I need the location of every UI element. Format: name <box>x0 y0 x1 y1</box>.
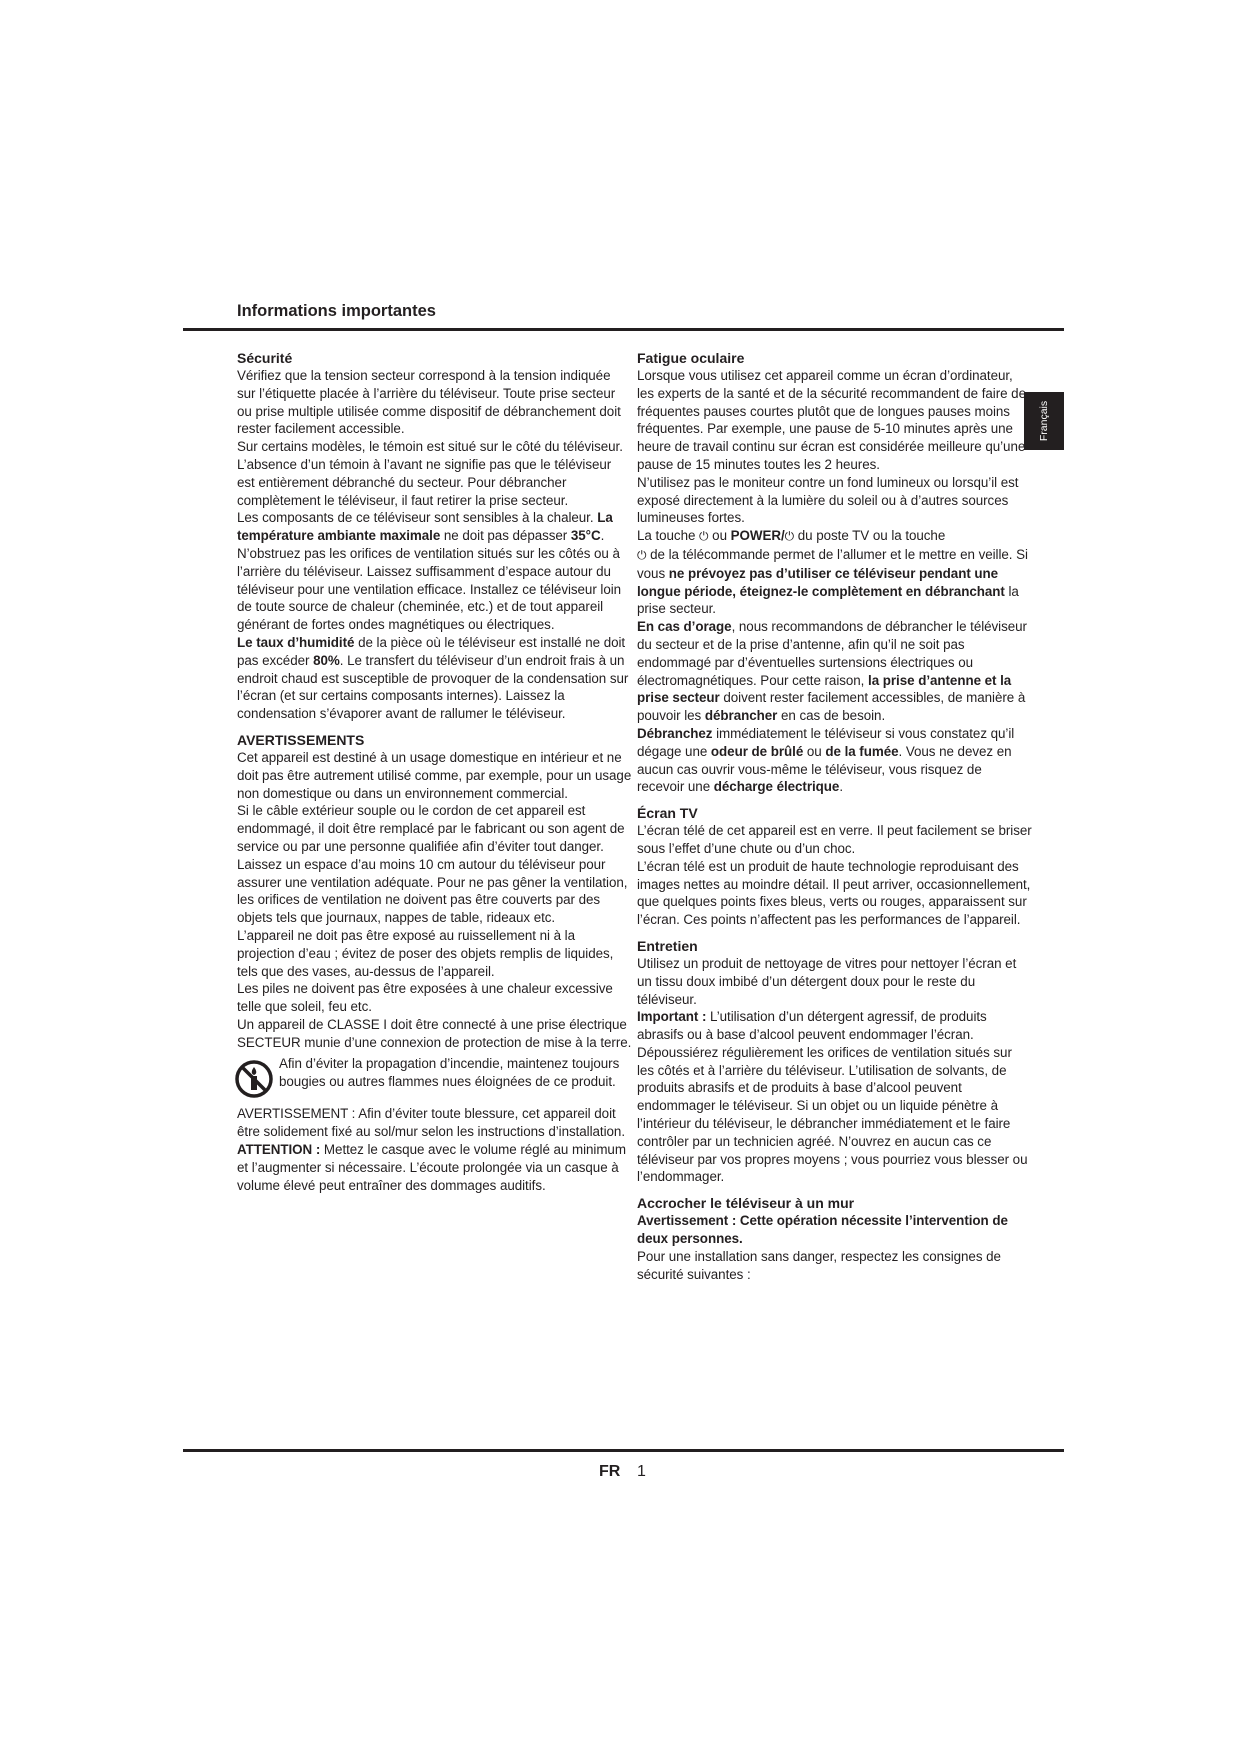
securite-paragraph-2: Sur certains modèles, le témoin est situé sur le côté du téléviseur. L’absence d’un témoin à l’avant ne signifie pas que le téléviseur est entièrement débranché du secteur. Pour débrancher complètement le téléviseur, il faut retirer la prise secteur. <box>237 439 623 508</box>
fatigue-paragraph-4: En cas d’orage, nous recommandons de débrancher le téléviseur du secteur et de la prise d’antenne, afin qu’il ne soit pas endommagé par d’éventuelles surtensions électriques ou électromagnétiques. Pour cette raison, la prise d’antenne et la prise secteur doivent rester facilement accessibles, de manière à pouvoir les débrancher en cas de besoin. <box>637 619 1027 724</box>
ecran-paragraph-1: L’écran télé de cet appareil est en verre. Il peut facilement se briser sous l’effet d’une chute ou d’un choc. <box>637 823 1032 856</box>
section-title-entretien: Entretien <box>637 937 698 954</box>
footer-divider <box>183 1449 1064 1452</box>
power-icon: ⏻ <box>699 529 709 544</box>
avertissements-paragraph-1: Cet appareil est destiné à un usage domestique en intérieur et ne doit pas être autrement utilisé comme, par exemple, pour un usage non domestique ou dans un environnement commercial. <box>237 749 632 801</box>
securite-paragraph-3: Les composants de ce téléviseur sont sensibles à la chaleur. La température ambiante maximale ne doit pas dépasser 35°C. N’obstruez pas les orifices de ventilation situés sur les côtés ou à l’arrière du téléviseur. Laissez suffisamment d’espace autour du téléviseur pour une ventilation efficace. Installez ce téléviseur loin de toute source de chaleur (cheminée, etc.) et de tout appareil générant de fortes ondes magnétiques ou électriques. <box>237 510 622 633</box>
avertissements-paragraph-3: Laissez un espace d’au moins 10 cm autour du téléviseur pour assurer une ventilation adéquate. Pour ne pas gêner la ventilation, les orifices de ventilation ne doivent pas être couverts par des objets tels que journaux, nappes de table, rideaux etc. <box>237 856 628 926</box>
section-title-securite: Sécurité <box>237 350 293 366</box>
power-icon: ⏻ <box>784 529 795 544</box>
entretien-paragraph-1: Utilisez un produit de nettoyage de vitres pour nettoyer l’écran et un tissu doux imbibé d’un détergent doux pour le reste du téléviseur. <box>637 955 1017 1007</box>
page-number: 1 <box>637 1463 646 1480</box>
avertissements-paragraph-7: AVERTISSEMENT : Afin d’éviter toute blessure, cet appareil doit être solidement fixé au sol/mur selon les instructions d’installation. <box>237 1106 625 1140</box>
avertissements-paragraph-4: L’appareil ne doit pas être exposé au ruissellement ni à la projection d’eau ; évitez de poser des objets remplis de liquides, tels que des vases, au-dessus de l’appareil. <box>237 927 614 979</box>
section-title-mur: Accrocher le téléviseur à un mur <box>637 1195 855 1212</box>
securite-paragraph-1: Vérifiez que la tension secteur correspond à la tension indiquée sur l’étiquette placée à l’arrière du téléviseur. Toute prise secteur ou prise multiple utilisée comme dispositif de débranchement doit rester facilement accessible. <box>237 368 621 437</box>
fatigue-paragraph-5: Débranchez immédiatement le téléviseur si vous constatez qu’il dégage une odeur de brûlé ou de la fumée. Vous ne devez en aucun cas ouvrir vous-même le téléviseur, vous risquez de recevoir une décharge électrique. <box>637 725 1015 795</box>
fatigue-paragraph-3: La touche ⏻ ou POWER/⏻ du poste TV ou la touche ⏻ de la télécommande permet de l’allumer et le mettre en veille. Si vous ne prévoyez pas d’utiliser ce téléviseur pendant une longue période, éteignez-le complètement en débranchant la prise secteur. <box>637 528 1028 617</box>
ecran-paragraph-2: L’écran télé est un produit de haute technologie reproduisant des images nettes au moindre détail. Il peut arriver, occasionnellement, que quelques points fixes bleus, verts ou rouges, apparaissent sur l’écran. Ces points n’affectent pas les performances de l’appareil. <box>637 858 1031 928</box>
no-open-flame-icon <box>234 1059 274 1099</box>
avertissements-paragraph-5: Les piles ne doivent pas être exposées à une chaleur excessive telle que soleil, feu etc. <box>237 981 613 1015</box>
language-tab-label: Français <box>1038 400 1051 442</box>
candle-warning-text: Afin d’éviter la propagation d’incendie, maintenez toujours bougies ou autres flammes nues éloignées de ce produit. <box>279 1056 620 1090</box>
entretien-paragraph-3: Dépoussiérez régulièrement les orifices de ventilation situés sur les côtés et à l’arrière du téléviseur. L’utilisation de solvants, de produits abrasifs et de produits à base d’alcool peuvent endommager le téléviseur. Si un objet ou un liquide pénètre à l’intérieur du téléviseur, le débrancher immédiatement et le faire contrôler par un technicien agréé. N’ouvrez en aucun cas ce téléviseur par vos propres moyens ; vous pourriez vous blesser ou l’endommager. <box>637 1044 1028 1185</box>
avertissements-paragraph-8: ATTENTION : Mettez le casque avec le volume réglé au minimum et l’augmenter si nécessaire. L’écoute prolongée via un casque à volume élevé peut entraîner des dommages auditifs. <box>237 1142 626 1193</box>
left-column <box>237 349 632 1194</box>
candle-warning <box>237 1055 632 1099</box>
mur-warning: Avertissement : Cette opération nécessite l’intervention de deux personnes. <box>637 1213 1008 1247</box>
header-divider <box>183 328 1064 331</box>
entretien-paragraph-2: Important : L’utilisation d’un détergent agressif, de produits abrasifs ou à base d’alcool peuvent endommager l’écran. <box>637 1009 987 1043</box>
fatigue-paragraph-1: Lorsque vous utilisez cet appareil comme un écran d’ordinateur, les experts de la santé et de la sécurité recommandent de faire de fréquentes pauses courtes plutôt que de longues pauses moins fréquentes. Par exemple, une pause de 5-10 minutes après une heure de travail continu sur écran est considérée meilleure qu’une pause de 15 minutes toutes les 2 heures. <box>637 368 1026 472</box>
page-title: Informations importantes <box>237 302 436 320</box>
mur-paragraph-1: Pour une installation sans danger, respectez les consignes de sécurité suivantes : <box>637 1248 1001 1282</box>
section-title-ecran: Écran TV <box>637 805 698 822</box>
securite-paragraph-4: Le taux d’humidité de la pièce où le téléviseur est installé ne doit pas excéder 80%. Le transfert du téléviseur d’un endroit frais à un endroit chaud est susceptible de provoquer de la condensation sur l’écran (et sur certains composants internes). Laissez la condensation s’évaporer avant de rallumer le téléviseur. <box>237 634 629 722</box>
footer-language: FR <box>599 1463 621 1480</box>
avertissements-paragraph-2: Si le câble extérieur souple ou le cordon de cet appareil est endommagé, il doit être remplacé par le fabricant ou son agent de service ou par une personne qualifiée afin d’éviter tout danger. <box>237 803 625 854</box>
section-title-avertissements: AVERTISSEMENTS <box>237 731 365 748</box>
fatigue-paragraph-2: N’utilisez pas le moniteur contre un fond lumineux ou lorsqu’il est exposé directement à la lumière du soleil ou à d’autres sources lumineuses fortes. <box>637 474 1019 526</box>
section-title-fatigue: Fatigue oculaire <box>637 350 745 366</box>
power-icon: ⏻ <box>637 547 647 562</box>
avertissements-paragraph-6: Un appareil de CLASSE I doit être connecté à une prise électrique SECTEUR munie d’une connexion de protection de mise à la terre. <box>237 1016 632 1050</box>
right-column <box>637 349 1032 1283</box>
